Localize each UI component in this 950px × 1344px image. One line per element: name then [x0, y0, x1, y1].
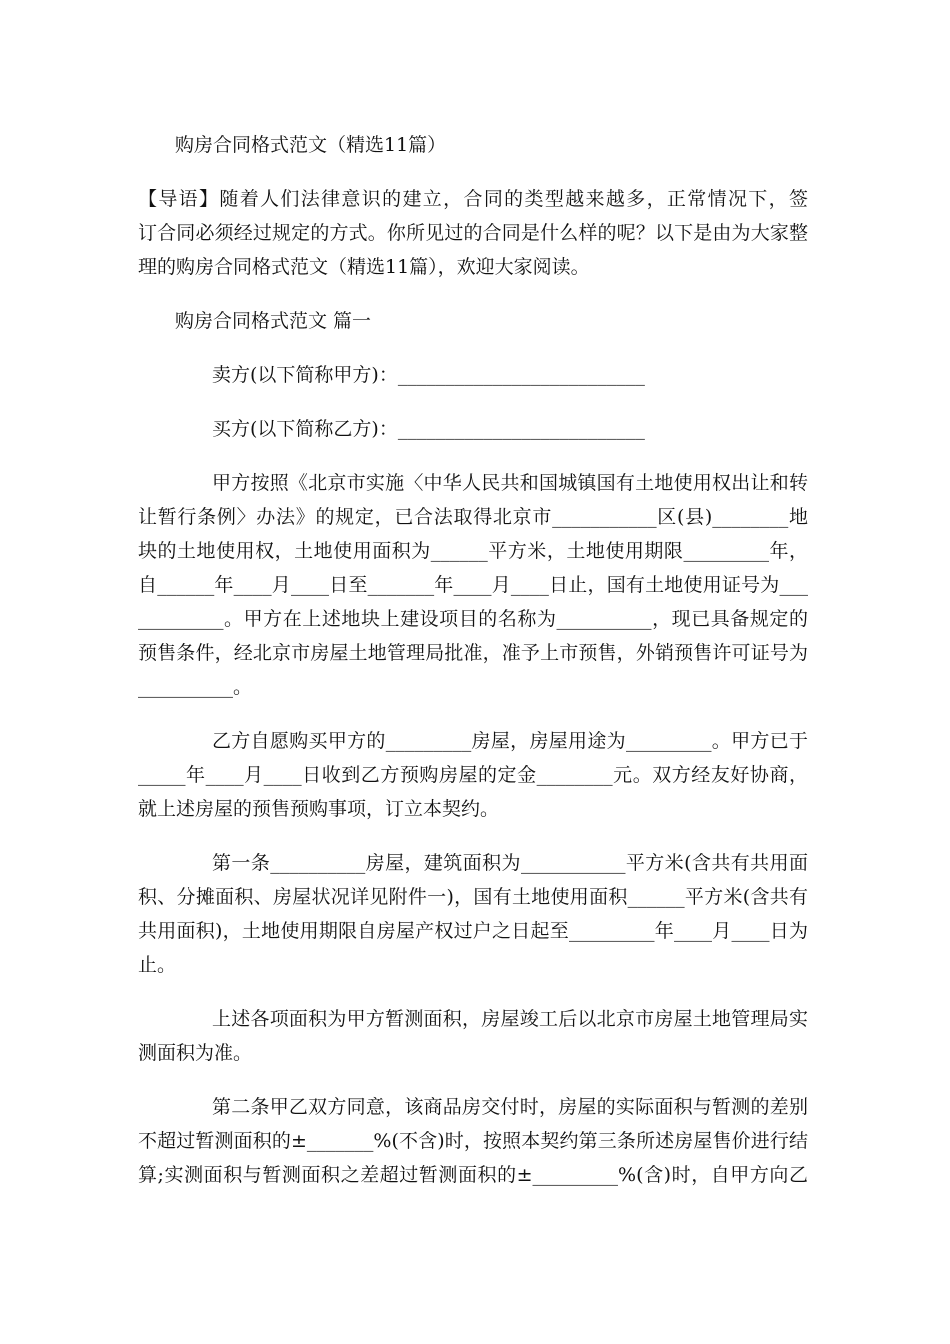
- buyer-line: 买方(以下简称乙方)：__________________________: [212, 418, 645, 440]
- article1-paragraph: [138, 846, 808, 982]
- area-paragraph: [138, 1002, 808, 1070]
- document-page: [138, 128, 808, 1192]
- land-line-3: 块的土地使用权，土地使用面积为______平方米，土地使用期限_________年，: [138, 540, 808, 562]
- buyer-para-line-3: 就上述房屋的预售预购事项，订立本契约。: [138, 798, 500, 820]
- article1-line-4: 止。: [138, 954, 177, 976]
- land-paragraph: [138, 466, 808, 704]
- land-line-5: _________。甲方在上述地块上建设项目的名称为__________，现已具备规定的: [138, 608, 808, 630]
- intro-paragraph: [138, 182, 808, 284]
- buyer-paragraph: [138, 724, 808, 826]
- article2-line-3: 算;实测面积与暂测面积之差超过暂测面积的±_________%(含)时，自甲方向乙: [138, 1164, 808, 1186]
- area-line-1: 上述各项面积为甲方暂测面积，房屋竣工后以北京市房屋土地管理局实: [212, 1008, 808, 1030]
- document-title: 购房合同格式范文（精选11篇）: [175, 134, 447, 156]
- seller-line: 卖方(以下简称甲方)：__________________________: [212, 364, 645, 386]
- article1-line-2: 积、分摊面积、房屋状况详见附件一)，国有土地使用面积______平方米(含共有: [138, 886, 808, 908]
- land-line-1: 甲方按照《北京市实施〈中华人民共和国城镇国有土地使用权出让和转: [212, 472, 808, 494]
- article1-line-3: 共用面积)，土地使用期限自房屋产权过户之日起至_________年____月____日为: [138, 920, 808, 942]
- land-line-4: 自______年____月____日至_______年____月____日止，国有土地使用证号为___: [138, 574, 808, 596]
- intro-line-3: 理的购房合同格式范文（精选11篇），欢迎大家阅读。: [138, 256, 590, 278]
- land-line-7: __________。: [138, 676, 253, 698]
- land-line-2: 让暂行条例〉办法》的规定，已合法取得北京市___________区(县)________地: [138, 506, 808, 528]
- article2-line-1: 第二条甲乙双方同意，该商品房交付时，房屋的实际面积与暂测的差别: [212, 1096, 808, 1118]
- section-heading: 购房合同格式范文 篇一: [175, 310, 372, 332]
- land-line-6: 预售条件，经北京市房屋土地管理局批准，准予上市预售，外销预售许可证号为: [138, 642, 808, 664]
- intro-line-1: 【导语】随着人们法律意识的建立，合同的类型越来越多，正常情况下，签: [138, 188, 808, 210]
- intro-line-2: 订合同必须经过规定的方式。你所见过的合同是什么样的呢？以下是由为大家整: [138, 222, 808, 244]
- article1-line-1: 第一条__________房屋，建筑面积为___________平方米(含共有共用面: [212, 852, 808, 874]
- buyer-para-line-2: _____年____月____日收到乙方预购房屋的定金________元。双方经友好协商，: [138, 764, 808, 786]
- buyer-para-line-1: 乙方自愿购买甲方的_________房屋，房屋用途为_________。甲方已于: [212, 730, 808, 752]
- article2-paragraph: [138, 1090, 808, 1192]
- area-line-2: 测面积为准。: [138, 1042, 253, 1064]
- article2-line-2: 不超过暂测面积的±_______%(不含)时，按照本契约第三条所述房屋售价进行结: [138, 1130, 808, 1152]
